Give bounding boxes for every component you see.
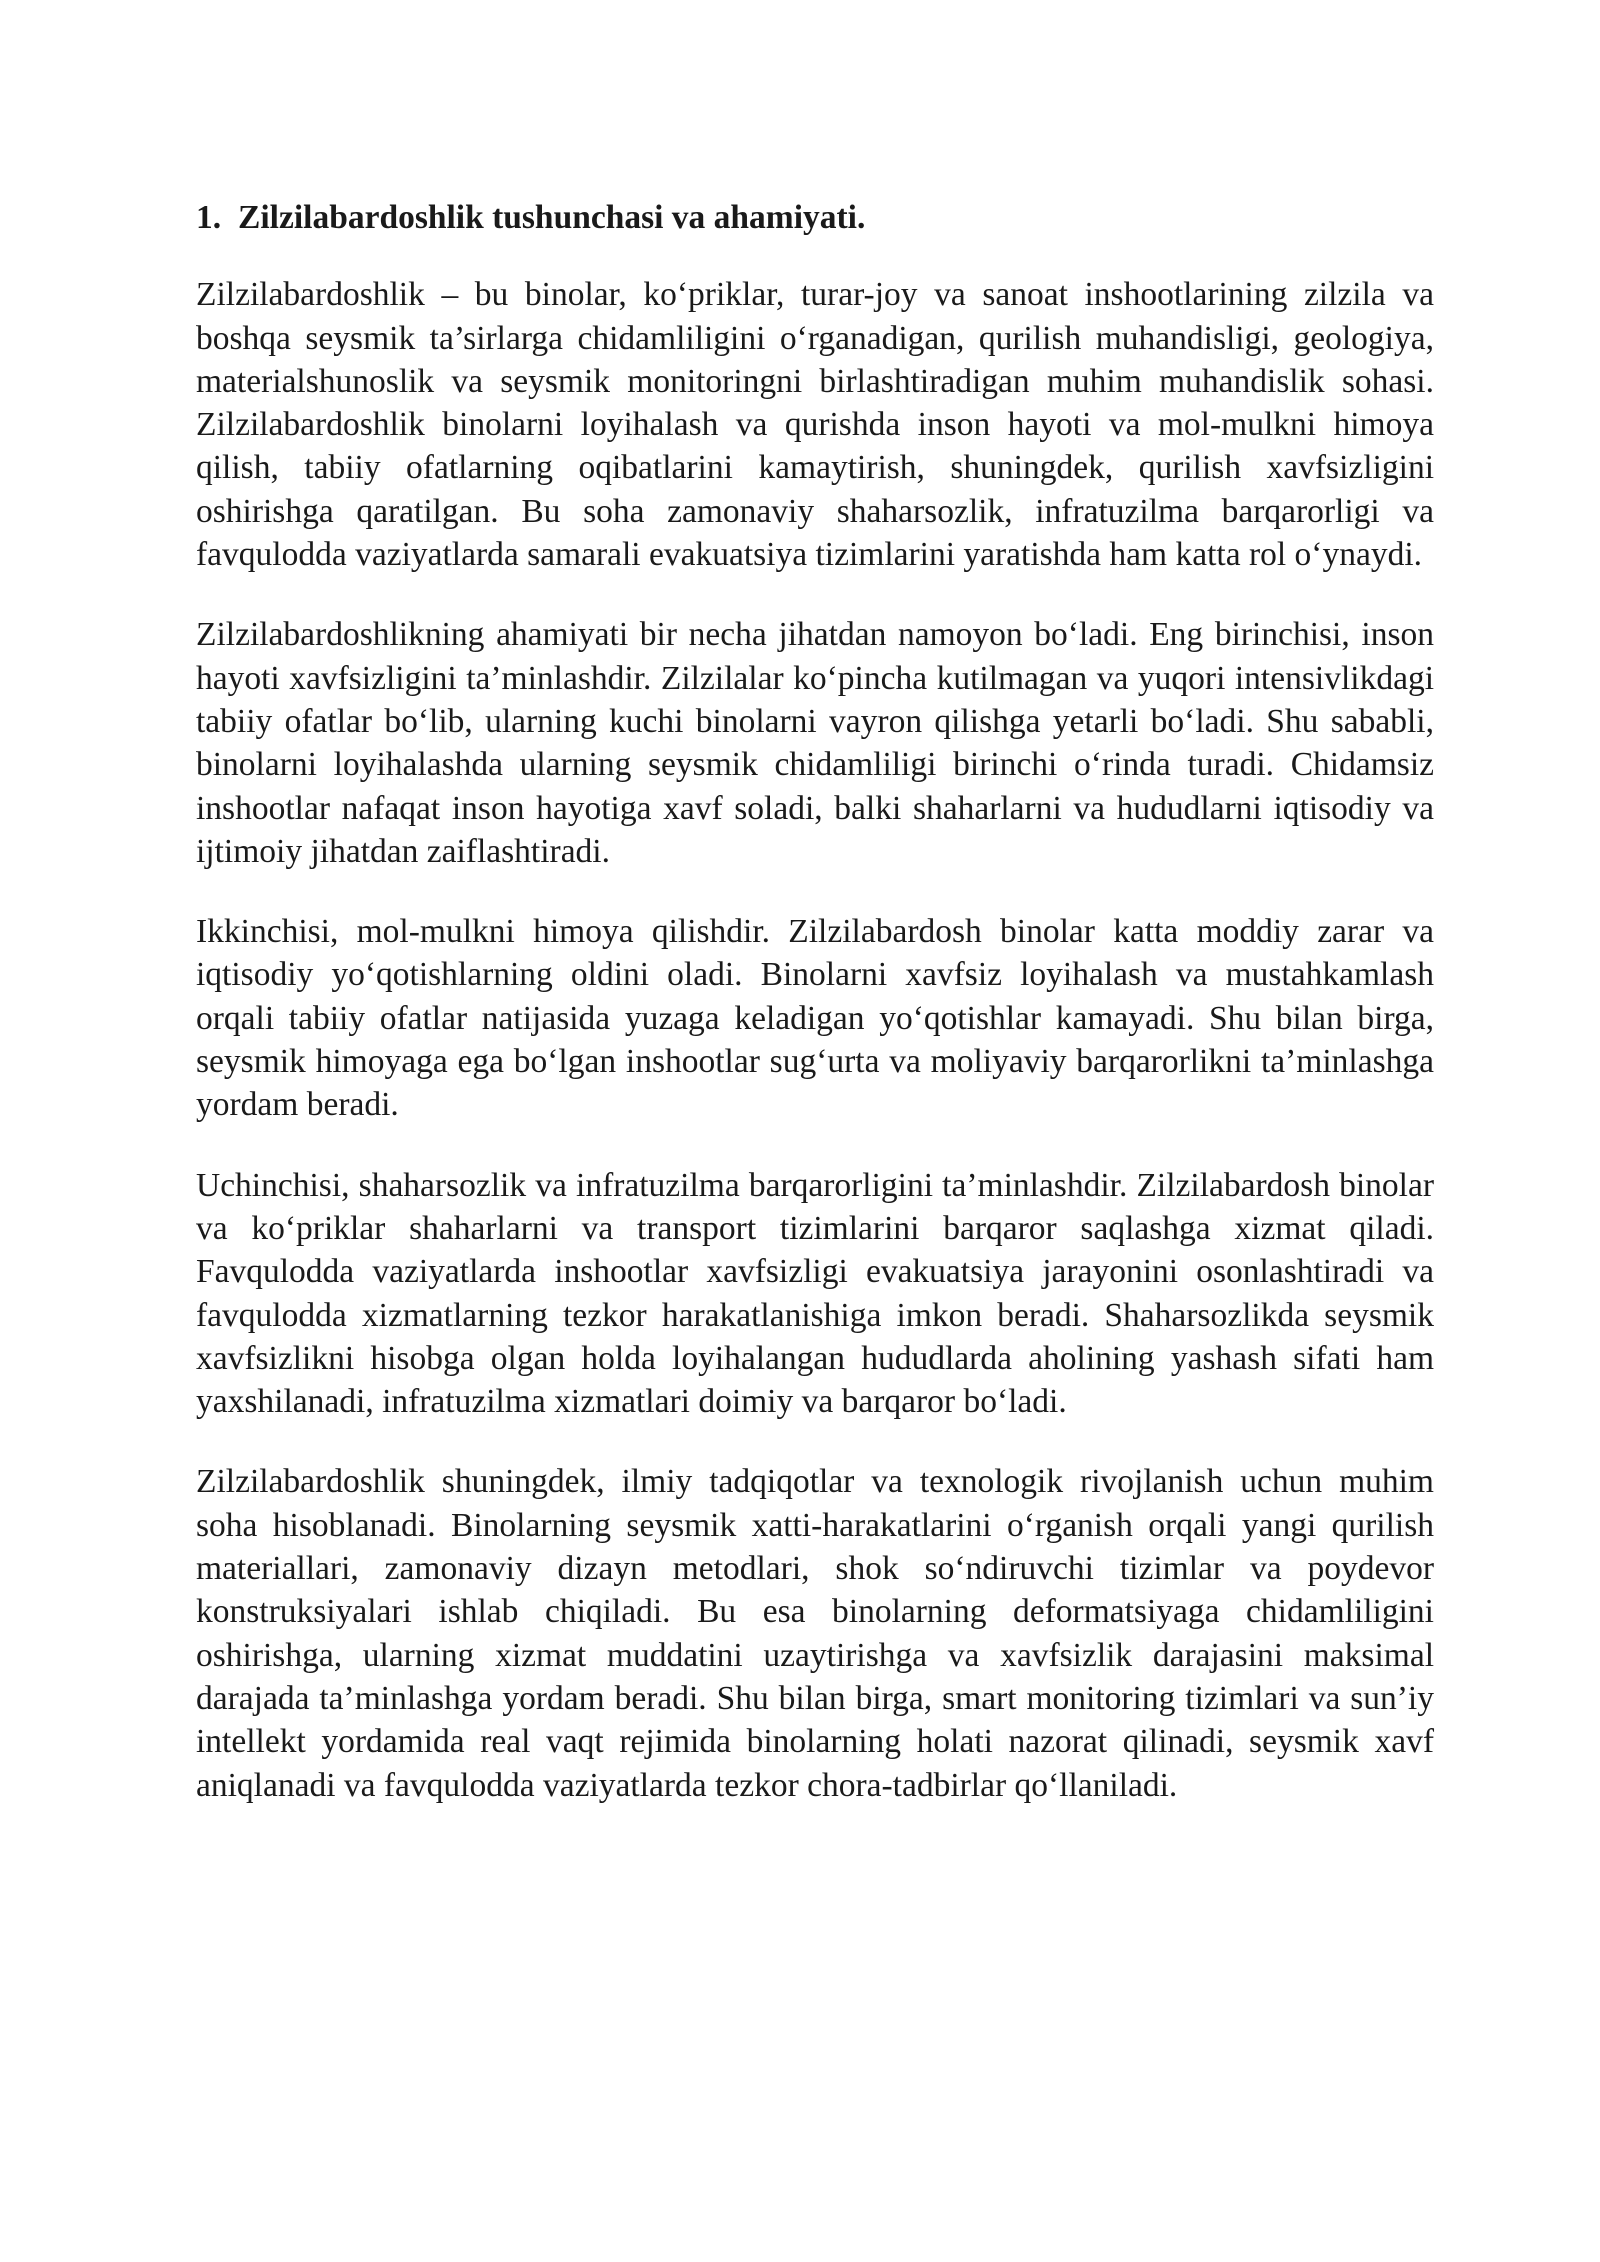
paragraph-definition: Zilzilabardoshlik – bu binolar, ko‘priklar, turar-joy va sanoat inshootlarining zilzila va boshqa seysmik ta’sirlarga chidamliligini o‘rganadigan, qurilish muhandisligi, geologiya, materialshunoslik va seysmik monitoringni birlashtiradigan muhim muhandislik sohasi. Zilzilabardoshlik binolarni loyihalash va qurishda inson hayoti va mol-mulkni himoya qilish, tabiiy ofatlarning oqibatlarini kamaytirish, shuningdek, qurilish xavfsizligini oshirishga qaratilgan. Bu soha zamonaviy shaharsozlik, infratuzilma barqarorligi va favqulodda vaziyatlarda samarali evakuatsiya tizimlarini yaratishda ham katta rol o‘ynaydi. <box>196 276 1434 574</box>
paragraph-research-technology: Zilzilabardoshlik shuningdek, ilmiy tadqiqotlar va texnologik rivojlanish uchun muhim soha hisoblanadi. Binolarning seysmik xatti-harakatlarini o‘rganish orqali yangi qurilish materiallari, zamonaviy dizayn metodlari, shok so‘ndiruvchi tizimlar va poydevor konstruksiyalari ishlab chiqiladi. Bu esa binolarning deformatsiyaga chidamliligini oshirishga, ularning xizmat muddatini uzaytirishga va xavfsizlik darajasini maksimal darajada ta’minlashga yordam beradi. Shu bilan birga, smart monitoring tizimlari va sun’iy intellekt yordamida real vaqt rejimida binolarning holati nazorat qilinadi, seysmik xavf aniqlanadi va favqulodda vaziyatlarda tezkor chora-tadbirlar qo‘llaniladi. <box>196 1463 1434 1804</box>
section-number: 1. <box>196 199 222 236</box>
paragraph-urban-infrastructure: Uchinchisi, shaharsozlik va infratuzilma barqarorligini ta’minlashdir. Zilzilabardosh binolar va ko‘priklar shaharlarni va transport tizimlarini barqaror saqlashga xizmat qiladi. Favqulodda vaziyatlarda inshootlar xavfsizligi evakuatsiya jarayonini osonlashtiradi va favqulodda xizmatlarning tezkor harakatlanishiga imkon beradi. Shaharsozlikda seysmik xavfsizlikni hisobga olgan holda loyihalangan hududlarda aholining yashash sifati ham yaxshilanadi, infratuzilma xizmatlari doimiy va barqaror bo‘ladi. <box>196 1166 1434 1421</box>
paragraph-property-protection: Ikkinchisi, mol-mulkni himoya qilishdir. Zilzilabardosh binolar katta moddiy zarar va iqtisodiy yo‘qotishlarning oldini oladi. Binolarni xavfsiz loyihalash va mustahkamlash orqali tabiiy ofatlar natijasida yuzaga keladigan yo‘qotishlar kamayadi. Shu bilan birga, seysmik himoyaga ega bo‘lgan inshootlar sug‘urta va moliyaviy barqarorlikni ta’minlashga yordam beradi. <box>196 913 1434 1124</box>
section-title: Zilzilabardoshlik tushunchasi va ahamiyati. <box>238 199 866 236</box>
section-heading <box>196 196 1434 239</box>
paragraph-importance: Zilzilabardoshlikning ahamiyati bir necha jihatdan namoyon bo‘ladi. Eng birinchisi, inson hayoti xavfsizligini ta’minlashdir. Zilzilalar ko‘pincha kutilmagan va yuqori intensivlikdagi tabiiy ofatlar bo‘lib, ularning kuchi binolarni vayron qilishga yetarli bo‘ladi. Shu sababli, binolarni loyihalashda ularning seysmik chidamliligi birinchi o‘rinda turadi. Chidamsiz inshootlar nafaqat inson hayotiga xavf soladi, balki shaharlarni va hududlarni iqtisodiy va ijtimoiy jihatdan zaiflashtiradi. <box>196 616 1434 870</box>
document-body <box>196 196 1434 1844</box>
